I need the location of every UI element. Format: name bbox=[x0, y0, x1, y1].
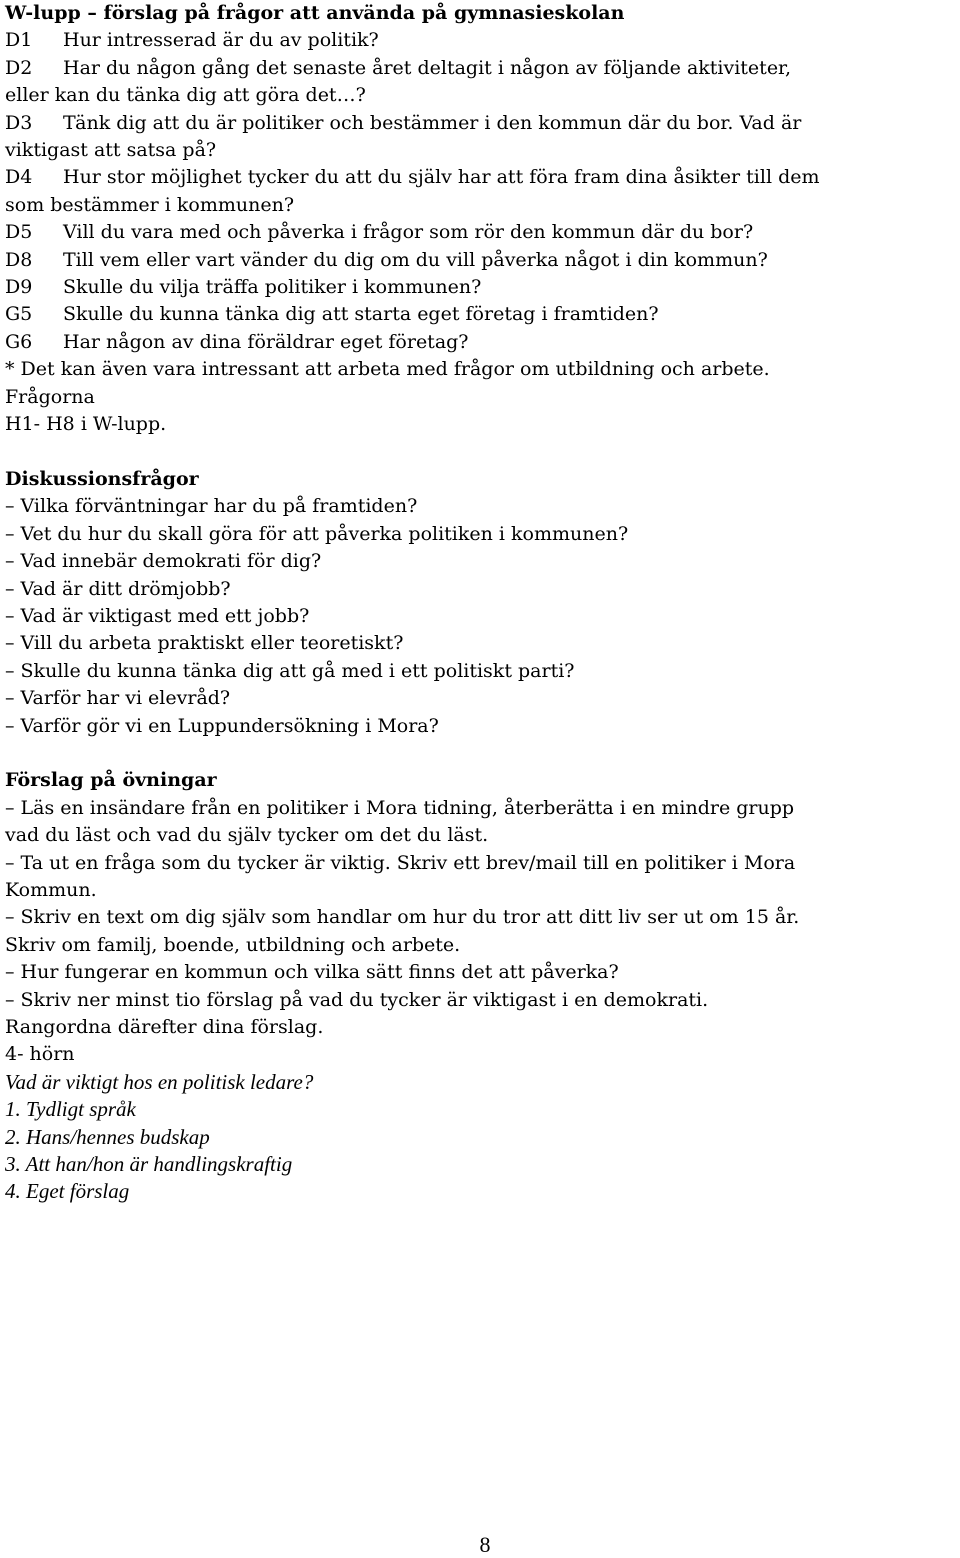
discussion-item: – Vill du arbeta praktiskt eller teoretiskt? bbox=[5, 632, 404, 655]
question-text: Hur stor möjlighet tycker du att du själv har att föra fram dina åsikter till dem bbox=[63, 166, 820, 189]
question-row bbox=[5, 274, 957, 301]
exercise-line: – Läs en insändare från en politiker i Mora tidning, återberätta i en mindre grupp bbox=[5, 796, 795, 819]
question-code: G5 bbox=[5, 303, 33, 326]
question-text: Till vem eller vart vänder du dig om du vill påverka något i din kommun? bbox=[63, 248, 768, 271]
discussion-list bbox=[5, 493, 957, 740]
question-row bbox=[5, 82, 957, 109]
page-title: W-lupp – förslag på frågor att använda på gymnasieskolan bbox=[5, 2, 625, 24]
exercise-line: Kommun. bbox=[5, 878, 97, 901]
discussion-item: – Varför har vi elevråd? bbox=[5, 687, 231, 710]
spacer bbox=[5, 740, 957, 767]
spacer bbox=[5, 439, 957, 466]
exercise-line: 4- hörn bbox=[5, 1043, 75, 1066]
question-row bbox=[5, 192, 957, 219]
note-line: H1- H8 i W-lupp. bbox=[5, 413, 167, 436]
page-number: 8 bbox=[479, 1532, 491, 1557]
question-text: viktigast att satsa på? bbox=[5, 139, 217, 162]
question-code: D9 bbox=[5, 276, 33, 299]
exercise-line: Rangordna därefter dina förslag. bbox=[5, 1016, 324, 1038]
question-code: D8 bbox=[5, 248, 33, 271]
question-text: Tänk dig att du är politiker och bestämmer i den kommun där du bor. Vad är bbox=[63, 111, 802, 134]
question-row bbox=[5, 137, 957, 164]
question-code: D4 bbox=[5, 166, 33, 189]
exercise-line: Skriv om familj, boende, utbildning och arbete. bbox=[5, 933, 461, 956]
question-text: som bestämmer i kommunen? bbox=[5, 193, 295, 216]
discussion-item: – Varför gör vi en Luppundersökning i Mora? bbox=[5, 714, 439, 737]
question-row bbox=[5, 110, 957, 137]
question-row bbox=[5, 329, 957, 356]
question-row bbox=[5, 164, 957, 191]
exercise-line: – Skriv ner minst tio förslag på vad du tycker är viktigast i en demokrati. bbox=[5, 988, 709, 1011]
question-row bbox=[5, 219, 957, 246]
leader-question-line: 2. Hans/hennes budskap bbox=[5, 1124, 210, 1149]
discussion-item: – Skulle du kunna tänka dig att gå med i ett politiskt parti? bbox=[5, 659, 575, 682]
note-block bbox=[5, 356, 957, 438]
question-code: D3 bbox=[5, 111, 33, 134]
question-text: Skulle du kunna tänka dig att starta eget företag i framtiden? bbox=[63, 303, 659, 326]
question-code: D2 bbox=[5, 56, 33, 79]
discussion-heading: Diskussionsfrågor bbox=[5, 467, 199, 490]
note-line: Frågorna bbox=[5, 385, 95, 408]
question-text: Hur intresserad är du av politik? bbox=[63, 29, 379, 52]
discussion-item: – Vad är ditt drömjobb? bbox=[5, 577, 231, 600]
discussion-item: – Vilka förväntningar har du på framtiden? bbox=[5, 495, 418, 518]
exercise-line: vad du läst och vad du själv tycker om det du läst. bbox=[5, 824, 489, 847]
question-text: Har någon av dina föräldrar eget företag? bbox=[63, 330, 469, 353]
exercise-line: – Ta ut en fråga som du tycker är viktig. Skriv ett brev/mail till en politiker i Mora bbox=[5, 851, 796, 874]
exercises-heading: Förslag på övningar bbox=[5, 769, 217, 792]
question-text: Vill du vara med och påverka i frågor som rör den kommun där du bor? bbox=[63, 221, 754, 244]
leader-question-line: 3. Att han/hon är handlingskraftig bbox=[5, 1152, 293, 1177]
document-page bbox=[5, 0, 957, 1206]
question-row bbox=[5, 27, 957, 54]
exercise-line: – Skriv en text om dig själv som handlar om hur du tror att ditt liv ser ut om 15 år. bbox=[5, 906, 800, 929]
leader-question-line: 4. Eget förslag bbox=[5, 1179, 130, 1204]
question-code: G6 bbox=[5, 330, 33, 353]
exercise-list bbox=[5, 795, 957, 1069]
question-code: D5 bbox=[5, 221, 33, 244]
question-list bbox=[5, 27, 957, 356]
leader-question-line: 1. Tydligt språk bbox=[5, 1097, 136, 1122]
note-line: * Det kan även vara intressant att arbeta med frågor om utbildning och arbete. bbox=[5, 358, 770, 381]
question-text: Skulle du vilja träffa politiker i kommunen? bbox=[63, 276, 482, 299]
question-code: D1 bbox=[5, 29, 33, 52]
question-row bbox=[5, 301, 957, 328]
leader-question-list bbox=[5, 1069, 957, 1206]
question-text: Har du någon gång det senaste året deltagit i någon av följande aktiviteter, bbox=[63, 56, 792, 79]
discussion-item: – Vad innebär demokrati för dig? bbox=[5, 550, 322, 573]
question-row bbox=[5, 55, 957, 82]
question-text: eller kan du tänka dig att göra det…? bbox=[5, 84, 366, 107]
discussion-item: – Vet du hur du skall göra för att påverka politiken i kommunen? bbox=[5, 522, 629, 545]
exercise-line: – Hur fungerar en kommun och vilka sätt finns det att påverka? bbox=[5, 961, 619, 984]
question-row bbox=[5, 247, 957, 274]
discussion-item: – Vad är viktigast med ett jobb? bbox=[5, 604, 310, 627]
leader-question-line: Vad är viktigt hos en politisk ledare? bbox=[5, 1069, 314, 1094]
